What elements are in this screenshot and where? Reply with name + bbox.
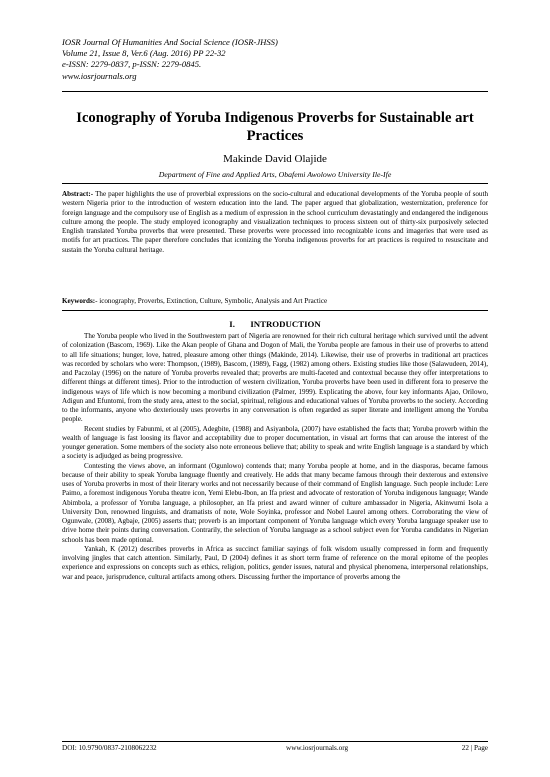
keywords-text: - iconography, Proverbs, Extinction, Culture, Symbolic, Analysis and Art Practice xyxy=(95,297,328,305)
paragraph: Recent studies by Fabunmi, et al (2005), Adegbite, (1988) and Asiyanbola, (2007) have established the facts that; Yoruba proverb within the wealth of language is fast loosing its flavor and acceptability due to proper documentation, in visual art forms that can arouse the interest of the younger generation. Some members of the society also note erroneous believe that; ability to speak and write English language is a standard by which a society is adjudged as being progressive. xyxy=(62,424,488,461)
introduction-body xyxy=(62,332,488,582)
paragraph: The Yoruba people who lived in the Southwestern part of Nigeria are renowned for their rich cultural heritage which survived until the advent of colonization (Bascom, 1969). Like the Akan people of Ghana and Dogon of Mali, the Yoruba people are famous in their use of proverbs to attend to all life situations; hunger, love, hatred, pleasure among other things (Makinde, 2014). Likewise, their use of proverbs in traditional art practices was recorded by scholars who were: Thompson, (1989), Bascom, (1989), Fagg, (1982) among others. Existing studies like those (Salawudeen, 2014), and Paczolay (1996) on the nature of Yoruba proverbs revealed that; proverbs are multi-faceted and contextual because they offer interpretations to different things at different times). Prior to the introduction of western civilization, Yoruba proverbs have been used in different fora to preserve the indigenous ways of life which is now becoming a moribund civilization (Palmer, 1999). Explicating the above, four key informants Ajao, Orilowo, Adigun and Efuntomi, from the study area, attest to the social, spiritual, religious and educational values of Yoruba proverbs to the society. According to the informants, anyone who dexteriously uses proverbs in any conversation is often regarded as super literate and intelligent among the Yoruba people. xyxy=(62,332,488,424)
section-heading xyxy=(62,319,488,329)
keywords-divider xyxy=(62,310,488,311)
paper-title: Iconography of Yoruba Indigenous Proverbs for Sustainable art Practices xyxy=(76,110,474,144)
journal-name: IOSR Journal Of Humanities And Social Science (IOSR-JHSS) xyxy=(62,37,278,47)
journal-volume: Volume 21, Issue 8, Ver.6 (Aug. 2016) PP 22-32 xyxy=(62,48,226,59)
footer-divider xyxy=(62,741,488,742)
paragraph: Yankah, K (2012) describes proverbs in Africa as succinct familiar sayings of folk wisdom usually compressed in form and frequently involving jingles that catch attention. Similarly, Paul, D (2004) defines it as short term frame of reference on the moral epitome of the peoples experience and expressions on concepts such as ethics, religion, politics, gender issues, natural and physical phenomena, interpersonal relationships, war and peace, jurisprudence, cultural artifacts among others. Discussing further the importance of proverbs among the xyxy=(62,544,488,581)
abstract-label: Abstract:- xyxy=(62,190,94,198)
abstract-text: The paper highlights the use of proverbial expressions on the socio-cultural and educational developments of the Yoruba people of south western Nigeria prior to the introduction of western education into the land. The paper argued that globalization, westernization, preference for foreign language and the compulsory use of English as a medium of expression in the school curriculum devastatingly and endangered the indigenous culture among the people. The study employed iconography and visualization techniques to process sixteen out of thirty-six purposively selected English translated Yoruba proverbs that were presented. These proverbs were processed into recognizable icons and imageries that were used as motifs for art practices. The paper therefore concludes that iconizing the Yoruba indigenous proverbs for art practices is required to resuscitate and sustain the Yoruba cultural heritage. xyxy=(62,190,488,254)
footer-website-link[interactable]: www.iosrjournals.org xyxy=(286,744,349,752)
footer-doi: DOI: 10.9790/0837-2108062232 xyxy=(62,744,157,752)
author-affiliation: Department of Fine and Applied Arts, Obafemi Awolowo University Ile-Ife xyxy=(158,170,392,179)
journal-website-link[interactable]: www.iosrjournals.org xyxy=(62,70,137,81)
header-divider xyxy=(62,91,488,92)
abstract-top-divider xyxy=(62,183,488,184)
footer-page-number: 22 | Page xyxy=(461,744,488,752)
keywords xyxy=(62,297,488,306)
abstract xyxy=(62,190,488,255)
section-title: INTRODUCTION xyxy=(250,319,321,329)
paper-author: Makinde David Olajide xyxy=(223,153,327,165)
journal-header xyxy=(62,37,278,82)
section-number: I. xyxy=(229,319,235,329)
keywords-label: Keywords: xyxy=(62,297,96,305)
journal-issn: e-ISSN: 2279-0837, p-ISSN: 2279-0845. xyxy=(62,59,202,70)
paragraph: Contesting the views above, an informant (Ogunlowo) contends that; many Yoruba people at home, and in the diasporas, became famous because of their ability to speak Yoruba language fluently and creatively. He adds that many became famous through their dexterous and extensive uses of Yoruba proverbs in most of their literary works and not necessarily because of their command of English language. Such people include: Lere Paimo, a foremost indigenous Yoruba theatre icon, Yemi Elebu-Ibon, an Ifa priest and advocate of restoration of Yoruba indigenous language; Wande Abimbola, a professor of Yoruba language, a philosopher, an Ifa priest and award winner of culture ambassador in Nigeria, Akinwumi Isola a University Don, renowned linguists, and dramatists of note, Wole Soyinka, professor and Nobel Laurel among others. Corroborating the view of Ogunwale, (2008), Agbaje, (2005) asserts that; proverb is an important component of Yoruba language which every Yoruba language speaker use to drive home their points during conversation. Contrarily, the selection of Yoruba language as a school subject even for Yoruba candidates in Nigerian schools has been made optional. xyxy=(62,461,488,544)
